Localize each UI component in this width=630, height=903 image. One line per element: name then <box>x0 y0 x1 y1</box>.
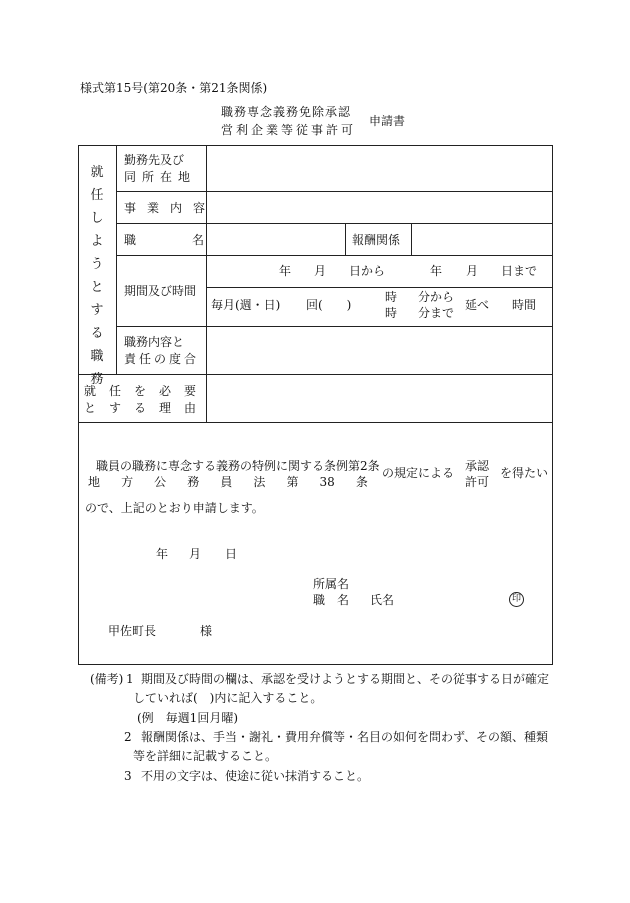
reason-label-2: とする理由 <box>84 401 210 415</box>
note-2-line-1: 報酬関係は、手当・謝礼・費用弁償等・名目の如何を問わず、その額、種類 <box>141 730 549 744</box>
period-start-year: 年 <box>279 264 292 278</box>
remuneration-label: 報酬関係 <box>352 233 401 247</box>
workplace-label-1: 勤務先及び <box>124 153 185 167</box>
position-field[interactable] <box>208 225 343 253</box>
approval-word: 承認 <box>465 459 490 473</box>
notes-label: (備考) <box>90 672 124 686</box>
period-end-month: 月 <box>466 264 479 278</box>
period-label: 期間及び時間 <box>124 284 197 298</box>
permission-word: 許可 <box>465 475 490 489</box>
statement-continuation: ので、上記のとおり申請します。 <box>85 501 264 515</box>
position-label: 職名 <box>124 233 261 247</box>
note-2-line-2: 等を詳細に記載すること。 <box>133 749 278 763</box>
job-title-label: 職 名 <box>313 593 350 607</box>
note-2-number: 2 <box>124 730 132 744</box>
period-start-month: 月 <box>314 264 327 278</box>
form-number: 様式第15号(第20条・第21条関係) <box>80 81 268 95</box>
note-3-number: 3 <box>124 769 132 783</box>
note-1-example: (例 毎週1回月曜) <box>137 711 238 725</box>
law-ordinance: 職員の職務に専念する義務の特例に関する条例第2条 <box>96 459 380 473</box>
note-3-line-1: 不用の文字は、使途に従い抹消すること。 <box>141 769 370 783</box>
note-1-line-1: 期間及び時間の欄は、承認を受けようとする期間と、その従事する日が確定 <box>141 672 550 686</box>
date-year: 年 <box>156 547 169 561</box>
title-permission: 営利企業等従事許可 <box>221 123 357 137</box>
duties-label-2: 責任の度合 <box>124 352 200 366</box>
title-suffix: 申請書 <box>369 114 406 128</box>
title-approval: 職務専念義務免除承認 <box>221 105 352 119</box>
period-end-day: 日まで <box>501 264 538 278</box>
times-label: 回( ) <box>306 298 352 312</box>
reason-field[interactable] <box>208 376 551 420</box>
period-end-year: 年 <box>430 264 443 278</box>
hour-to-label: 時 <box>385 306 398 320</box>
hour-from-label: 時 <box>385 290 398 304</box>
minute-to-label: 分まで <box>418 306 455 320</box>
group-label: 就任しようとする職務 <box>90 165 104 387</box>
law-civil-service: 地 方 公 務 員 法 第 38 条 <box>88 475 368 489</box>
business-field[interactable] <box>208 193 551 221</box>
obtain-text: を得たい <box>500 466 549 480</box>
honorific: 様 <box>200 624 213 638</box>
date-month: 月 <box>189 547 202 561</box>
seal-icon: 印 <box>509 592 524 607</box>
total-hours-label: 時間 <box>512 298 537 312</box>
name-label: 氏名 <box>370 593 395 607</box>
date-day: 日 <box>225 547 238 561</box>
business-label: 事業内容 <box>124 201 217 215</box>
total-label: 延べ <box>465 298 490 312</box>
note-1-number: 1 <box>126 672 134 686</box>
affiliation-label: 所属名 <box>313 577 350 591</box>
addressee: 甲佐町長 <box>108 624 157 638</box>
remuneration-field[interactable] <box>413 225 551 253</box>
provision-text: の規定による <box>382 466 455 480</box>
note-1-line-2: していれば( )内に記入すること。 <box>133 691 323 705</box>
period-start-day: 日から <box>349 264 386 278</box>
workplace-label-2: 同所在地 <box>124 170 197 184</box>
workplace-field[interactable] <box>208 147 551 189</box>
monthly-label: 毎月(週・日) <box>211 298 281 312</box>
reason-label-1: 就任を必要 <box>84 384 210 398</box>
duties-label-1: 職務内容と <box>124 335 185 349</box>
duties-field[interactable] <box>208 328 551 372</box>
minute-from-label: 分から <box>418 290 455 304</box>
